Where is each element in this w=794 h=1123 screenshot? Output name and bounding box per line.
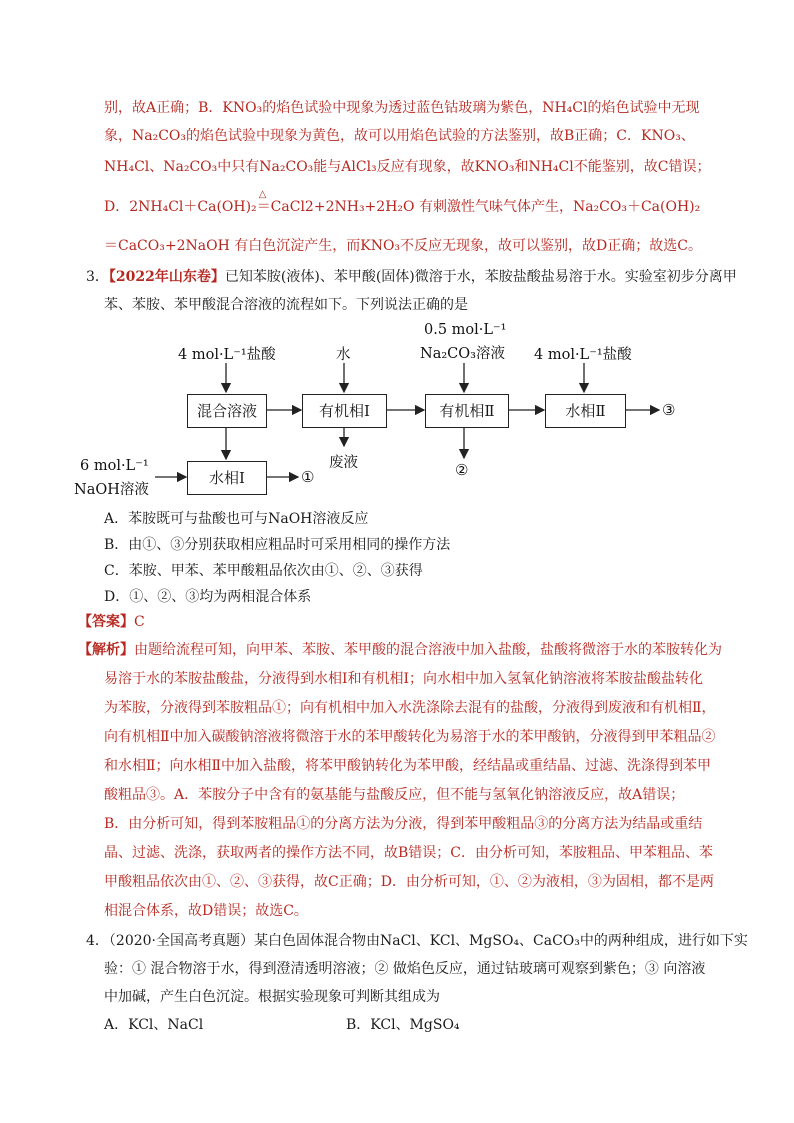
explanation-line-2: 象，Na₂CO₃的焰色试验中现象为黄色，故可以用焰色试验的方法鉴别，故B正确；C．KNO₃、	[104, 128, 695, 144]
equation-left: D．2NH₄Cl＋Ca(OH)₂	[104, 199, 257, 215]
flowchart-arrows	[0, 0, 794, 520]
analysis-line-7: B．由分析可知，得到苯胺粗品①的分离方法为分液，得到苯甲酸粗品③的分离方法为结晶或重结	[104, 816, 703, 832]
analysis-tag: 【解析】	[78, 642, 134, 658]
answer-value: C	[134, 614, 145, 630]
analysis-line-5: 和水相Ⅱ；向水相Ⅱ中加入盐酸，将苯甲酸钠转化为苯甲酸，经结晶或重结晶、过滤、洗涤得到苯甲	[104, 758, 712, 774]
q4-option-a: A．KCl、NaCl	[104, 1017, 204, 1033]
reagent-hcl-2: 4 mol·L⁻¹盐酸	[534, 347, 632, 363]
box-organic-phase-2: 有机相Ⅱ	[425, 394, 509, 428]
reagent-naoh: NaOH溶液	[74, 482, 149, 498]
question-source: 【2022年山东卷】	[108, 269, 225, 285]
option-c: C．苯胺、甲苯、苯甲酸粗品依次由①、②、③获得	[104, 563, 423, 579]
q4-option-b: B．KCl、MgSO₄	[346, 1017, 460, 1033]
analysis-line-1: 【解析】由题给流程可知，向甲苯、苯胺、苯甲酸的混合溶液中加入盐酸，盐酸将微溶于水的苯胺转化为	[78, 642, 722, 658]
answer-tag: 【答案】	[78, 614, 134, 630]
box-aqueous-phase-1: 水相Ⅰ	[187, 461, 267, 495]
waste-liquid: 废液	[329, 455, 358, 471]
equation-2: ＝CaCO₃+2NaOH	[104, 238, 230, 254]
question-number: 3．	[86, 269, 109, 285]
box-organic-phase-1: 有机相Ⅰ	[302, 394, 387, 428]
option-d: D．①、②、③均为两相混合体系	[104, 589, 312, 605]
question-number: 4．	[86, 933, 109, 949]
analysis-line-4: 向有机相Ⅱ中加入碳酸钠溶液将微溶于水的苯甲酸转化为易溶于水的苯甲酸钠，分液得到甲苯粗品②	[104, 729, 716, 745]
option-a: A．苯胺既可与盐酸也可与NaOH溶液反应	[104, 511, 369, 527]
output-3: ③	[662, 401, 676, 419]
reagent-hcl-1: 4 mol·L⁻¹盐酸	[178, 347, 276, 363]
heat-symbol: △	[258, 189, 267, 200]
output-1: ①	[301, 468, 315, 486]
question-4-stem-line-2: 验：① 混合物溶于水，得到澄清透明溶液；② 做焰色反应，通过钴玻璃可观察到紫色；③ 向溶液	[104, 961, 706, 977]
analysis-line-6: 酸粗品③。A．苯胺分子中含有的氨基能与盐酸反应，但不能与氢氧化钠溶液反应，故A错误；	[104, 787, 685, 803]
analysis-line-8: 晶、过滤、洗涤，获取两者的操作方法不同，故B错误；C．由分析可知，苯胺粗品、甲苯粗品、苯	[104, 845, 713, 861]
box-aqueous-phase-2: 水相Ⅱ	[545, 394, 626, 428]
output-2: ②	[455, 461, 469, 479]
equation-right: ＝CaCl2+2NH₃+2H₂O	[256, 199, 415, 215]
analysis-line-9: 甲酸粗品依次由①、②、③获得，故C正确；D．由分析可知，①、②为液相，③为固相，都不是两	[104, 874, 714, 890]
box-mixed-solution: 混合溶液	[187, 394, 267, 428]
option-b: B．由①、③分别获取相应粗品时可采用相同的操作方法	[104, 537, 451, 553]
analysis-line-10: 相混合体系，故D错误；故选C。	[104, 903, 308, 919]
answer-line	[78, 612, 145, 632]
reagent-na2co3: Na₂CO₃溶液	[420, 346, 505, 362]
equation-2-desc: 有白色沉淀产生，而KNO₃不反应无现象，故可以鉴别，故D正确；故选C。	[234, 238, 702, 254]
reagent-na2co3-conc: 0.5 mol·L⁻¹	[424, 322, 507, 338]
analysis-line-3: 为苯胺，分液得到苯胺粗品①；向有机相中加入水洗涤除去混有的盐酸，分液得到废液和有机相Ⅱ，	[104, 700, 716, 716]
explanation-line-1: 别，故A正确；B．KNO₃的焰色试验中现象为透过蓝色钴玻璃为紫色，NH₄Cl的焰色试验中无现	[104, 100, 700, 116]
equation-desc: 有刺激性气味气体产生，Na₂CO₃＋Ca(OH)₂	[418, 199, 701, 215]
analysis-line-2: 易溶于水的苯胺盐酸盐，分液得到水相Ⅰ和有机相Ⅰ；向水相中加入氢氧化钠溶液将苯胺盐酸盐转化	[104, 671, 704, 687]
explanation-line-3: NH₄Cl、Na₂CO₃中只有Na₂CO₃能与AlCl₃反应有现象，故KNO₃和NH₄Cl不能鉴别，故C错误；	[104, 159, 711, 175]
question-4-stem-line-3: 中加碱，产生白色沉淀。根据实验现象可判断其组成为	[104, 989, 440, 1005]
question-4-stem-line-1: 4．（2020·全国高考真题）某白色固体混合物由NaCl、KCl、MgSO₄、CaCO₃中的两种组成，进行如下实	[86, 933, 748, 949]
reagent-water: 水	[336, 347, 351, 363]
reagent-naoh-conc: 6 mol·L⁻¹	[80, 458, 149, 474]
question-3-stem-line-2: 苯、苯胺、苯甲酸混合溶液的流程如下。下列说法正确的是	[104, 297, 468, 313]
question-stem: 已知苯胺(液体)、苯甲酸(固体)微溶于水，苯胺盐酸盐易溶于水。实验室初步分离甲	[224, 269, 737, 285]
